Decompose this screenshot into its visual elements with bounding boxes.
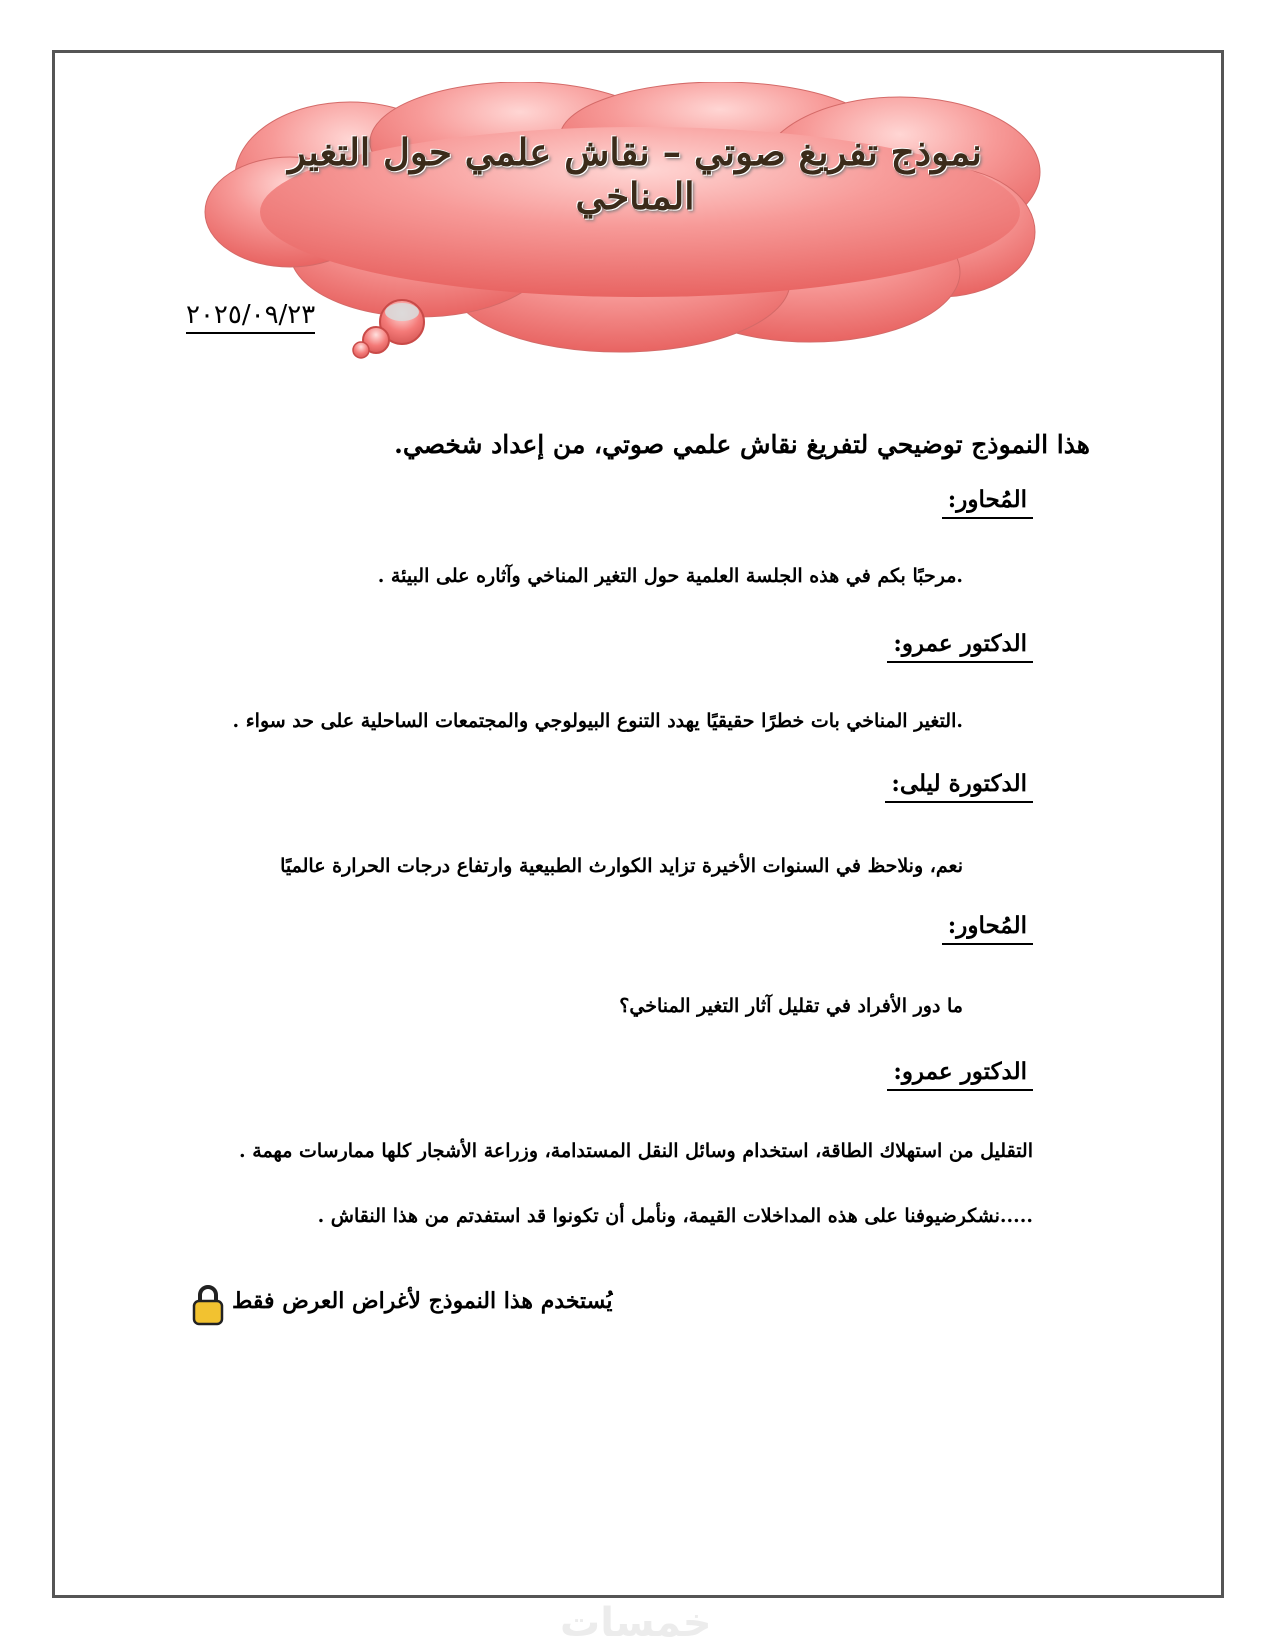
document-title: نموذج تفريغ صوتي – نقاش علمي حول التغير المناخي <box>288 130 982 218</box>
speaker-label: المُحاور: <box>942 486 1033 519</box>
dialogue-line: .التغير المناخي بات خطرًا حقيقيًا يهدد التنوع البيولوجي والمجتمعات الساحلية على حد سواء . <box>232 710 963 732</box>
speaker-label: المُحاور: <box>942 912 1033 945</box>
dialogue-line: .مرحبًا بكم في هذه الجلسة العلمية حول التغير المناخي وآثاره على البيئة . <box>377 565 963 587</box>
document-date: ٢٠٢٥/٠٩/٢٣ <box>186 300 315 334</box>
footer-note: يُستخدم هذا النموذج لأغراض العرض فقط <box>232 1288 613 1314</box>
dialogue-line: التقليل من استهلاك الطاقة، استخدام وسائل النقل المستدامة، وزراعة الأشجار كلها ممارسات مهمة . <box>239 1140 1033 1162</box>
title-cloud <box>200 82 1080 382</box>
dialogue-line: ما دور الأفراد في تقليل آثار التغير المناخي؟ <box>619 995 963 1017</box>
speaker-label: الدكتورة ليلى: <box>885 770 1033 803</box>
watermark: خمسات <box>560 1600 712 1646</box>
lock-icon <box>192 1284 224 1326</box>
speaker-label: الدكتور عمرو: <box>887 1058 1033 1091</box>
intro-text: هذا النموذج توضيحي لتفريغ نقاش علمي صوتي، من إعداد شخصي. <box>394 430 1090 459</box>
closing-text: .....نشكرضيوفنا على هذه المداخلات القيمة، ونأمل أن تكونوا قد استفدتم من هذا النقاش . <box>317 1205 1033 1227</box>
cloud-callout-shape <box>200 82 1080 382</box>
speaker-label: الدكتور عمرو: <box>887 630 1033 663</box>
dialogue-line: نعم، ونلاحظ في السنوات الأخيرة تزايد الكوارث الطبيعية وارتفاع درجات الحرارة عالميًا <box>280 855 963 877</box>
